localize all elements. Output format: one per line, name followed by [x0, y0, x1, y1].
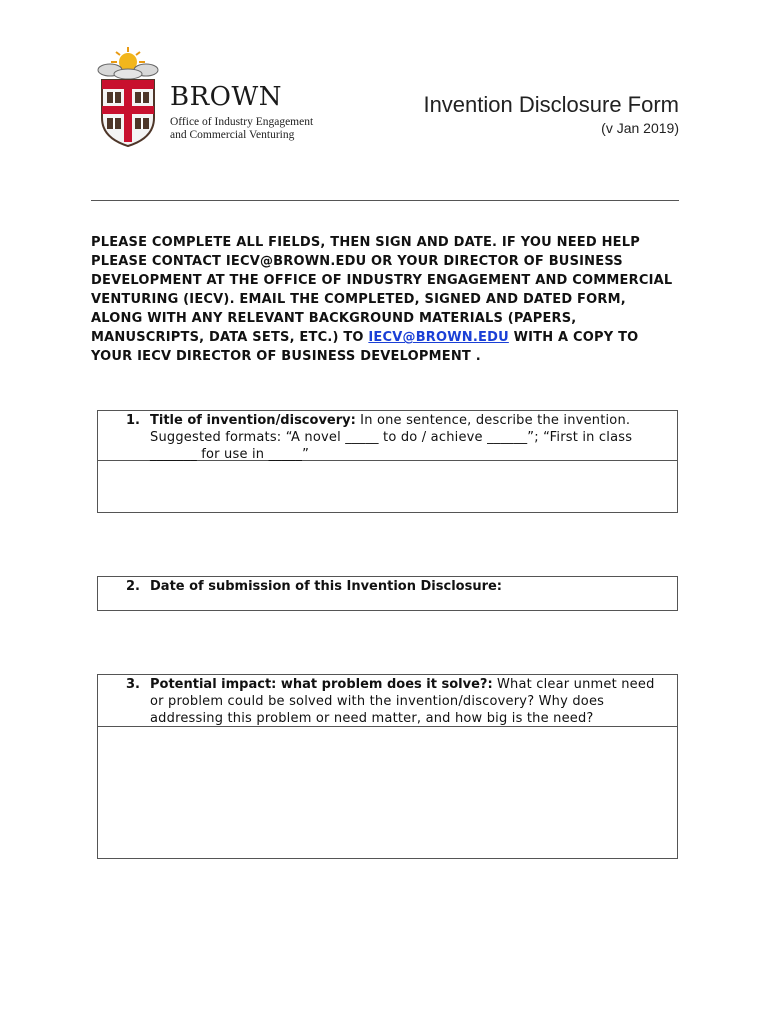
form-version: (v Jan 2019) [601, 120, 679, 136]
question-header-1 [98, 411, 677, 460]
question-text [150, 676, 667, 724]
brown-shield-icon [96, 44, 160, 148]
answer-field-1[interactable] [98, 460, 677, 512]
question-title: Title of invention/discovery: [150, 413, 356, 428]
brand-name: BROWN [170, 82, 282, 112]
email-link[interactable]: IECV@BROWN.EDU [368, 330, 509, 345]
question-title: Potential impact: what problem does it solve?: [150, 677, 493, 692]
question-number: 2. [126, 579, 140, 594]
brown-logo [96, 44, 326, 154]
question-title: Date of submission of this Invention Disclosure: [150, 579, 502, 594]
instructions [91, 233, 681, 366]
question-number: 3. [126, 677, 140, 692]
question-header-2[interactable] [98, 577, 677, 597]
office-line-2: and Commercial Venturing [170, 129, 295, 141]
question-header-3 [98, 675, 677, 726]
question-text [150, 578, 667, 595]
instructions-text-end: WITH A COPY TO YOUR IECV DIRECTOR OF BUSINESS DEVELOPMENT . [91, 330, 639, 364]
form-title: Invention Disclosure Form [423, 92, 679, 117]
question-number: 1. [126, 413, 140, 428]
answer-field-3[interactable] [98, 726, 677, 858]
office-name [170, 116, 313, 142]
question-box-3 [97, 674, 678, 859]
question-box-1 [97, 410, 678, 513]
question-text [150, 412, 667, 462]
instructions-text: PLEASE COMPLETE ALL FIELDS, THEN SIGN AND DATE. IF YOU NEED HELP PLEASE CONTACT IECV@BROWN.EDU OR YOUR DIRECTOR OF BUSINESS DEVELOPMENT AT THE OFFICE OF INDUSTRY ENGAGEMENT AND COMMERCIAL VENTURING (IECV). EMAIL THE COMPLETED, SIGNED AND DATED FORM, ALONG WITH ANY RELEVANT BACKGROUND MATERIALS (PAPERS, MANUSCRIPTS, DATA SETS, ETC.) TO [91, 235, 673, 345]
office-line-1: Office of Industry Engagement [170, 116, 314, 128]
question-description: In one sentence, describe the invention. Suggested formats: “A novel _____ to do / achieve ______”; “First in class _______ for use in _____” [150, 413, 633, 462]
question-description: What clear unmet need or problem could be solved with the invention/discovery? Why does addressing this problem or need matter, and how big is the need? [150, 677, 655, 726]
header-divider [91, 200, 679, 201]
question-box-2 [97, 576, 678, 611]
